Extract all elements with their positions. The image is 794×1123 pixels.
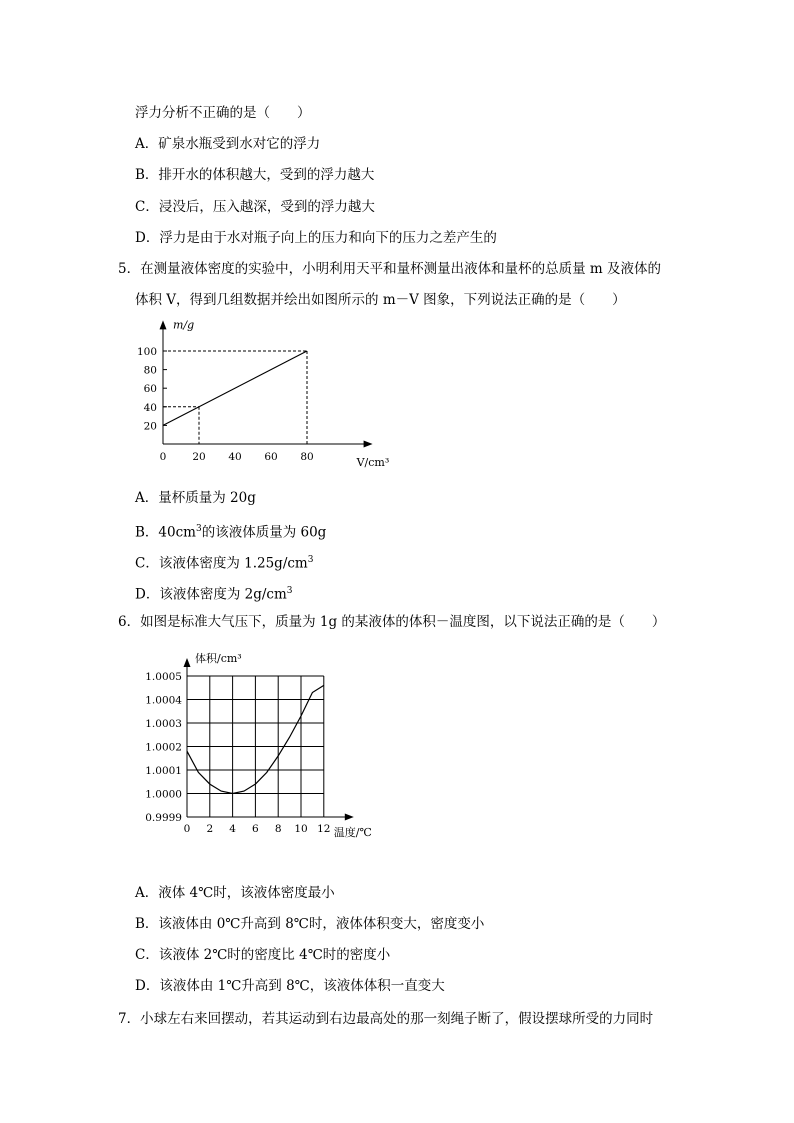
x-tick-label: 4 bbox=[229, 823, 236, 835]
x-tick-label: 60 bbox=[264, 451, 278, 463]
x-tick-label: 8 bbox=[274, 823, 282, 835]
q5-option-b-post: 的该液体质量为 60g bbox=[201, 524, 327, 541]
q4-option-b: B．排开水的体积越大，受到的浮力越大 bbox=[135, 167, 375, 183]
q4-stem-tail: 浮力分析不正确的是（ ） bbox=[135, 105, 311, 121]
q5-option-d-sup: 3 bbox=[286, 586, 293, 596]
y-tick-label: 1.0002 bbox=[145, 741, 182, 754]
q5-option-b-text: B．40cm bbox=[135, 524, 196, 541]
x-tick-label: 0 bbox=[159, 451, 167, 463]
q6-option-a: A．液体 4℃时，该液体密度最小 bbox=[135, 885, 335, 901]
y-tick-label: 60 bbox=[143, 383, 157, 396]
y-axis-arrow bbox=[160, 320, 167, 329]
mass-volume-chart bbox=[130, 318, 390, 473]
q5-option-d bbox=[135, 582, 293, 604]
x-axis-label: V/cm³ bbox=[356, 456, 390, 469]
y-tick-label: 1.0003 bbox=[145, 718, 182, 730]
x-tick-label: 10 bbox=[294, 823, 308, 835]
y-tick-label: 1.0000 bbox=[145, 788, 182, 801]
y-tick-label: 1.0004 bbox=[145, 694, 182, 707]
q6-option-d: D．该液体由 1℃升高到 8℃，该液体体积一直变大 bbox=[135, 978, 445, 994]
y-tick-label: 100 bbox=[136, 346, 157, 358]
volume-temperature-chart bbox=[140, 652, 390, 866]
y-axis-label: m/g bbox=[173, 318, 195, 332]
y-tick-label: 80 bbox=[143, 364, 157, 377]
data-line bbox=[163, 351, 307, 425]
q5-option-b bbox=[135, 520, 326, 542]
q4-option-c: C．浸没后，压入越深，受到的浮力越大 bbox=[135, 199, 375, 215]
y-axis-label: 体积/cm³ bbox=[195, 652, 242, 665]
q5-option-c bbox=[135, 551, 313, 573]
q5-option-b-sup: 3 bbox=[195, 524, 202, 534]
q5-option-a-text: A．量杯质量为 20g bbox=[135, 490, 256, 506]
q4-option-d: D．浮力是由于水对瓶子向上的压力和向下的压力之差产生的 bbox=[135, 230, 497, 246]
y-tick-label: 0.9999 bbox=[145, 812, 182, 824]
q6-option-c: C．该液体 2℃时的密度比 4℃时的密度小 bbox=[135, 947, 391, 963]
q6-stem-line1: 6．如图是标准大气压下，质量为 1g 的某液体的体积－温度图，以下说法正确的是（ ） bbox=[118, 614, 666, 630]
x-tick-label: 2 bbox=[206, 823, 214, 835]
q5-option-d-text: D．该液体密度为 2g/cm bbox=[135, 586, 287, 603]
y-tick-label: 40 bbox=[143, 401, 157, 414]
x-tick-label: 20 bbox=[192, 451, 206, 463]
y-axis-arrow bbox=[184, 658, 191, 667]
y-tick-label: 20 bbox=[143, 420, 157, 433]
x-tick-label: 6 bbox=[252, 823, 259, 835]
x-tick-label: 0 bbox=[183, 823, 191, 835]
x-tick-label: 40 bbox=[228, 451, 242, 463]
q5-option-a bbox=[135, 489, 256, 507]
q5-option-c-sup: 3 bbox=[307, 555, 314, 565]
x-axis-label: 温度/℃ bbox=[333, 826, 372, 839]
y-tick-label: 1.0001 bbox=[145, 765, 182, 777]
x-axis-arrow bbox=[364, 441, 373, 448]
q5-stem-line2: 体积 V，得到几组数据并绘出如图所示的 m－V 图象，下列说法正确的是（ ） bbox=[135, 292, 626, 308]
x-tick-label: 80 bbox=[300, 451, 314, 463]
q6-option-b: B．该液体由 0℃升高到 8℃时，液体体积变大，密度变小 bbox=[135, 916, 485, 932]
q7-stem-line1: 7．小球左右来回摆动，若其运动到右边最高处的那一刻绳子断了，假设摆球所受的力同时 bbox=[118, 1011, 654, 1027]
x-tick-label: 12 bbox=[317, 823, 331, 835]
q4-option-a: A．矿泉水瓶受到水对它的浮力 bbox=[135, 136, 321, 152]
x-axis-arrow bbox=[345, 814, 354, 821]
q5-stem-line1: 5．在测量液体密度的实验中，小明利用天平和量杯测量出液体和量杯的总质量 m 及液体的 bbox=[118, 261, 661, 277]
q5-option-c-text: C．该液体密度为 1.25g/cm bbox=[135, 555, 308, 572]
y-tick-label: 1.0005 bbox=[145, 671, 182, 683]
